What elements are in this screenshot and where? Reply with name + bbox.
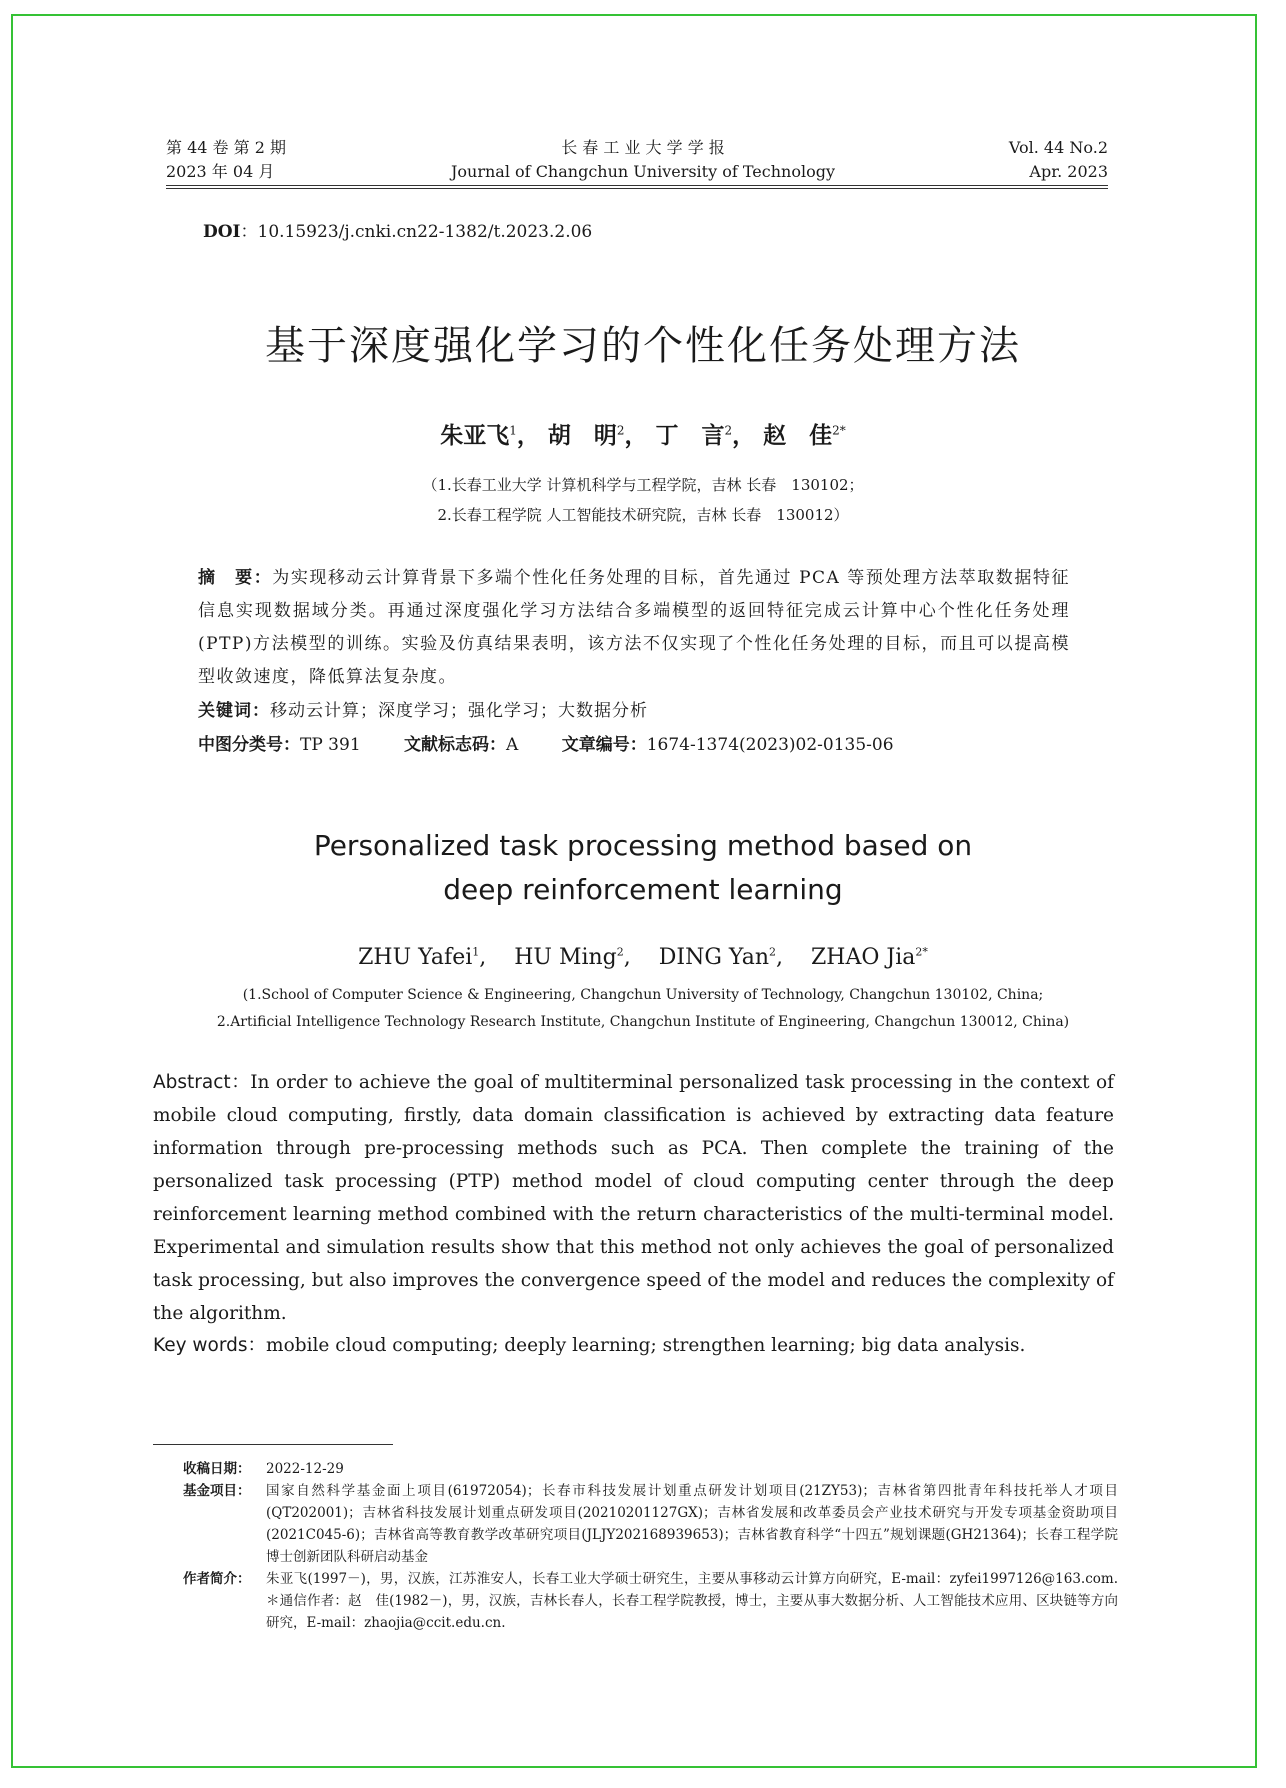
header-volume: 第 44 卷 第 2 期	[166, 138, 286, 157]
author-en: ZHAO Jia$^{2*}$	[811, 945, 928, 970]
keywords-cn-text: 移动云计算；深度学习；强化学习；大数据分析	[270, 701, 648, 721]
journal-name-cn: 长 春 工 业 大 学 学 报	[561, 138, 725, 157]
title-cn: 基于深度强化学习的个性化任务处理方法	[265, 323, 1021, 369]
document-code: 文献标志码：A	[404, 735, 519, 755]
received-label: 收稿日期：	[183, 1461, 251, 1477]
abstract-cn-label: 摘 要：	[198, 568, 273, 588]
keywords-en-text: mobile cloud computing; deeply learning; strengthen learning; big data analysis.	[266, 1335, 1026, 1356]
classification-row	[198, 730, 932, 755]
header-date-cn: 2023 年 04 月	[166, 162, 275, 181]
header-rule-bottom	[166, 188, 1108, 189]
author-cn: 丁 言$^2$，	[655, 422, 756, 449]
abstract-cn-text: 为实现移动云计算背景下多端个性化任务处理的目标，首先通过 PCA 等预处理方法萃取数据特征信息实现数据域分类。再通过深度强化学习方法结合多端模型的返回特征完成云计算中心个性化任务处理(PTP)方法模型的训练。实验及仿真结果表明，该方法不仅实现了个性化任务处理的目标，而且可以提高模型收敛速度，降低算法复杂度。	[198, 568, 1070, 687]
doi-label: DOI	[203, 222, 241, 242]
doi-value: ：10.15923/j.cnki.cn22-1382/t.2023.2.06	[240, 222, 593, 242]
title-en	[0, 824, 1286, 912]
header-date-en: Apr. 2023	[1029, 162, 1108, 181]
abstract-cn	[198, 562, 1070, 694]
fund-label: 基金项目：	[183, 1483, 251, 1499]
author-bio-text: 朱亚飞(1997－)，男，汉族，江苏淮安人，长春工业大学硕士研究生，主要从事移动云计算方向研究，E-mail：zyfei1997126@163.com. ＊通信作者：赵 佳(1982－)，男，汉族，吉林长春人，长春工程学院教授，博士，主要从事大数据分析、人工智能技术应用、区块链等方向研究，E-mail：zhaojia@ccit.edu.cn.	[266, 1571, 1118, 1631]
keywords-cn	[198, 696, 648, 721]
title-en-line1: Personalized task processing method based on	[313, 829, 973, 862]
keywords-cn-label: 关键词：	[198, 701, 270, 721]
author-en: DING Yan$^2$,	[658, 945, 784, 970]
header-volume-en: Vol. 44 No.2	[1008, 138, 1108, 157]
keywords-en	[153, 1331, 1025, 1357]
journal-name-en: Journal of Changchun University of Technology	[451, 162, 835, 181]
received-date: 2022-12-29	[266, 1461, 344, 1477]
footnote-rule	[153, 1444, 393, 1445]
author-bio-label: 作者简介：	[183, 1571, 251, 1587]
header-rule-top	[166, 185, 1108, 186]
authors-en	[0, 945, 1286, 970]
title-en-line2: deep reinforcement learning	[443, 873, 843, 906]
author-en: HU Ming$^2$,	[514, 945, 631, 970]
article-number: 文章编号：1674-1374(2023)02-0135-06	[561, 735, 894, 755]
affiliation-cn-2: 2.长春工程学院 人工智能技术研究院，吉林 长春 130012）	[437, 506, 849, 524]
author-cn: 赵 佳$^{2*}$	[763, 422, 846, 449]
affiliation-cn-1: （1.长春工业大学 计算机科学与工程学院，吉林 长春 130102；	[422, 476, 864, 494]
author-cn: 胡 明$^2$，	[547, 422, 648, 449]
fund-text: 国家自然科学基金面上项目(61972054)；长春市科技发展计划重点研发计划项目(21ZY53)；吉林省第四批青年科技托举人才项目(QT202001)；吉林省科技发展计划重点研发项目(20210201127GX)；吉林省发展和改革委员会产业技术研究与开发专项基金资助项目(2021C045-6)；吉林省高等教育教学改革研究项目(JLJY202168939653)；吉林省教育科学“十四五”规划课题(GH21364)；长春工程学院博士创新团队科研启动基金	[266, 1483, 1118, 1565]
abstract-en-label: Abstract：	[153, 1072, 251, 1093]
clc-number: 中图分类号：TP 391	[198, 735, 361, 755]
author-cn: 朱亚飞$^1$，	[440, 422, 540, 449]
authors-cn	[0, 417, 1286, 450]
affiliation-en-1: (1.School of Computer Science & Engineering, Changchun University of Technology, Changchun 130102, China;	[242, 987, 1044, 1003]
author-en: ZHU Yafei$^1$,	[358, 945, 487, 970]
affiliation-en-2: 2.Artificial Intelligence Technology Research Institute, Changchun Institute of Engineering, Changchun 130012, China)	[216, 1014, 1070, 1030]
abstract-en	[153, 1066, 1114, 1330]
header-right	[1009, 136, 1108, 184]
doi-line	[203, 217, 592, 242]
keywords-en-label: Key words：	[153, 1335, 267, 1356]
abstract-en-text: In order to achieve the goal of multiterminal personalized task processing in the context of mobile cloud computing, firstly, data domain classification is achieved by extracting data feature information through pre-processing methods such as PCA. Then complete the training of the personalized task processing (PTP) method model of cloud computing center through the deep reinforcement learning method combined with the return characteristics of the multi-terminal model. Experimental and simulation results show that this method not only achieves the goal of personalized task processing, but also improves the convergence speed of the model and reduces the complexity of the algorithm.	[153, 1072, 1114, 1324]
